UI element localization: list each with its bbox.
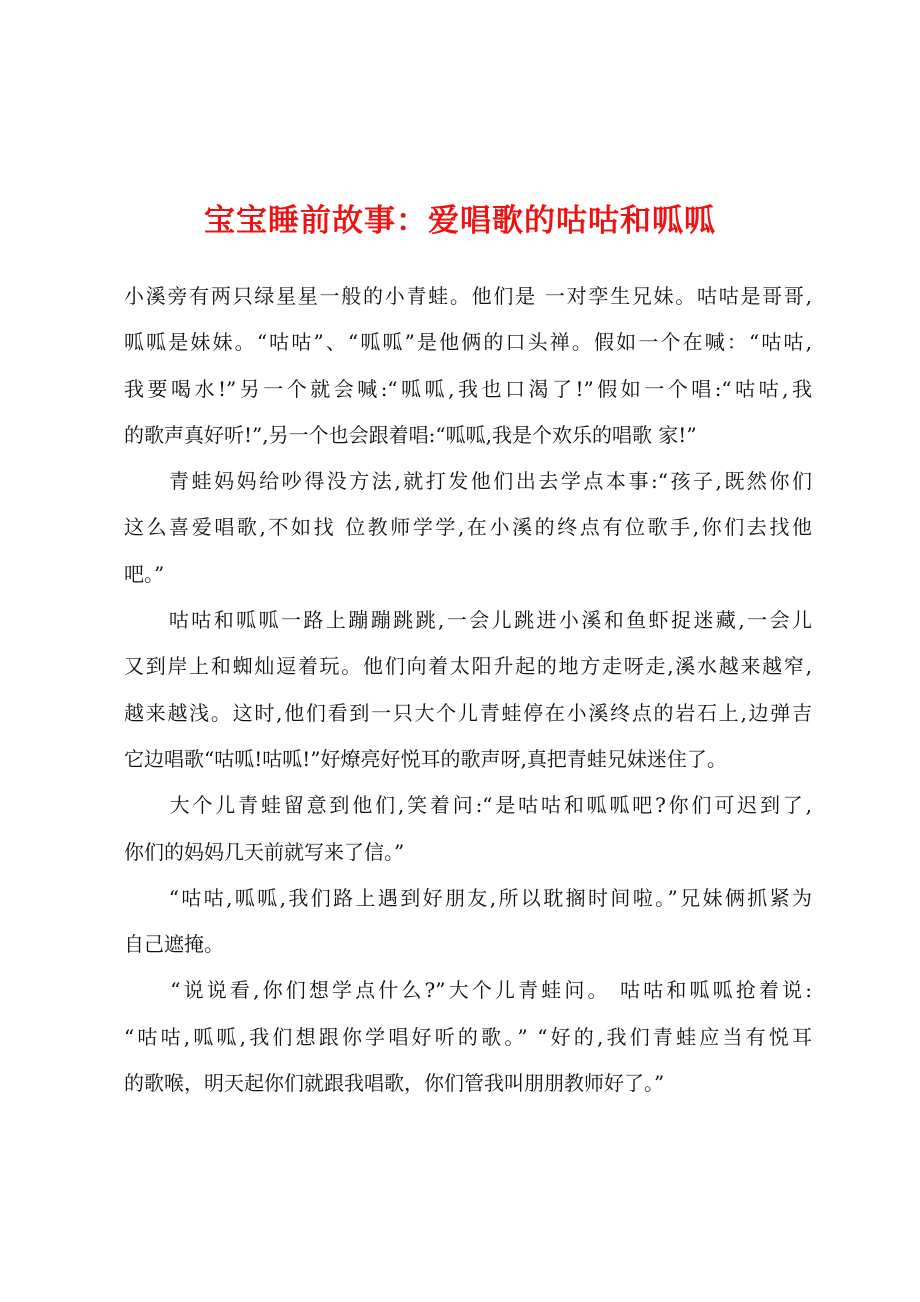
text-line: 又到岸上和蜘灿逗着玩。他们向着太阳升起的地方走呀走,溪水越来越窄,: [124, 654, 812, 679]
paragraph: [124, 604, 812, 789]
text-line: 越来越浅。这时,他们看到一只大个儿青蛙停在小溪终点的岩石上,边弹吉: [124, 700, 812, 725]
paragraph: [124, 465, 812, 604]
text-line: 呱呱是妹妹。“咕咕”、“呱呱”是他俩的口头禅。假如一个在喊：“咕咕,: [124, 330, 812, 355]
paragraph: [124, 974, 812, 1113]
text-line: “咕咕,呱呱,我们路上遇到好朋友,所以耽搁时间啦。”兄妹俩抓紧为: [124, 885, 812, 910]
text-line: 这么喜爱唱歌,不如找 位教师学学,在小溪的终点有位歌手,你们去找他: [124, 515, 812, 540]
paragraph: [124, 280, 812, 465]
text-line: “说说看,你们想学点什么?”大个儿青蛙问。 咕咕和呱呱抢着说:: [124, 978, 812, 1003]
text-line: “咕咕,呱呱,我们想跟你学唱好听的歌。” “好的,我们青蛙应当有悦耳: [124, 1024, 812, 1049]
text-line: 咕咕和呱呱一路上蹦蹦跳跳,一会儿跳进小溪和鱼虾捉迷藏,一会儿: [124, 608, 812, 633]
story-body: [124, 280, 812, 1113]
text-line: 的歌声真好听!”,另一个也会跟着唱:“呱呱,我是个欢乐的唱歌 家!”: [124, 422, 697, 447]
text-line: 它边唱歌“咕呱!咕呱!”好燎亮好悦耳的歌声呀,真把青蛙兄妹迷住了。: [124, 746, 727, 771]
text-line: 我要喝水!”另一个就会喊:“呱呱,我也口渴了!”假如一个唱:“咕咕,我: [124, 376, 812, 401]
text-line: 自己遮掩。: [124, 932, 224, 957]
text-line: 小溪旁有两只绿星星一般的小青蛙。他们是 一对孪生兄妹。咕咕是哥哥,: [124, 284, 812, 308]
text-line: 大个儿青蛙留意到他们,笑着问:“是咕咕和呱呱吧?你们可迟到了,: [124, 793, 812, 818]
document-title: 宝宝睡前故事：爱唱歌的咕咕和呱呱: [204, 203, 716, 239]
text-line: 吧。”: [124, 561, 165, 586]
text-line: 青蛙妈妈给吵得没方法,就打发他们出去学点本事:“孩子,既然你们: [124, 469, 812, 494]
paragraph: [124, 882, 812, 975]
paragraph: [124, 789, 812, 882]
text-line: 你们的妈妈几天前就写来了信。”: [124, 839, 405, 864]
text-line: 的歌喉，明天起你们就跟我唱歌，你们管我叫朋朋教师好了。”: [124, 1071, 665, 1096]
